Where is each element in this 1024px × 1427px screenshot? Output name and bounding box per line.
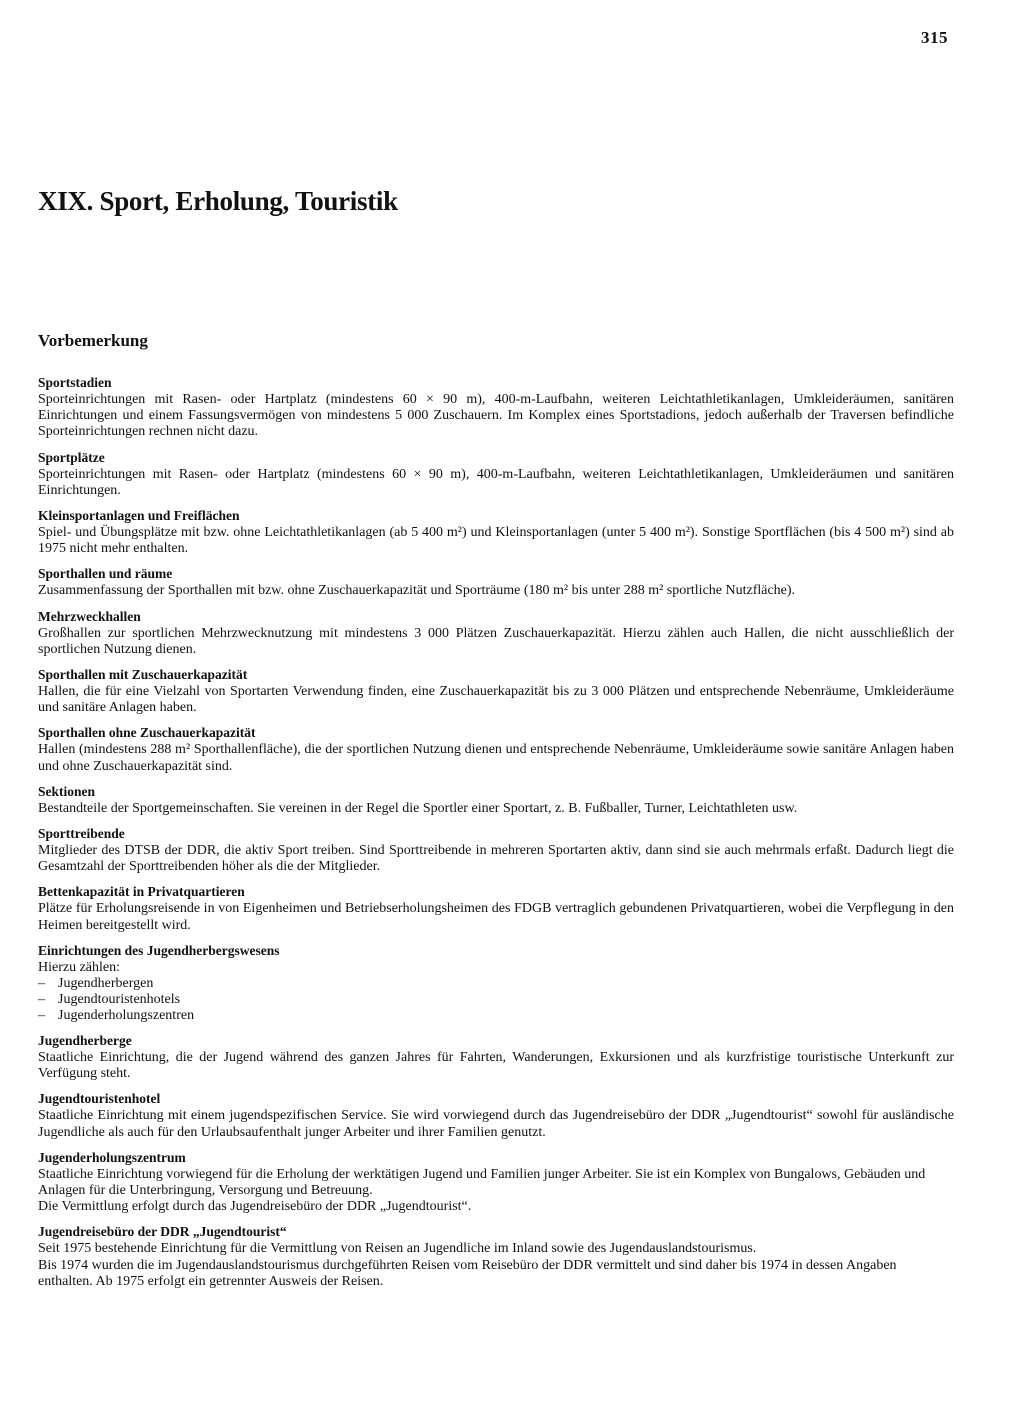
entry-sportstadien	[38, 374, 954, 441]
entry-text: Bestandteile der Sportgemeinschaften. Sie vereinen in der Regel die Sportler einer Sportart, z. B. Fußballer, Turner, Leichtathleten usw.	[38, 800, 798, 816]
entry-text: Hallen (mindestens 288 m² Sporthallenfläche), die der sportlichen Nutzung dienen und entsprechende Nebenräume, Umkleideräume sowie sanitäre Anlagen haben und ohne Zuschauerkapazität sind.	[38, 742, 954, 774]
entry-jugendreisebuero	[38, 1223, 954, 1290]
list-item: – Jugenderholungszentren	[38, 1008, 954, 1024]
chapter-title: XIX. Sport, Erholung, Touristik	[38, 186, 398, 216]
entry-text: Seit 1975 bestehende Einrichtung für die Vermittlung von Reisen an Jugendliche im Inland sowie des Jugendauslandstourismus. Bis 1974 wurden die im Jugendauslandstourismus durchgeführten Reisen vom Reisebüro der DDR vermittelt und sind daher bis 1974 in dessen Angaben enthalten. Ab 1975 erfolgt ein getrennter Ausweis der Reisen.	[38, 1241, 897, 1289]
entry-sporthallen-und-raeume	[38, 565, 954, 599]
entry-text: Staatliche Einrichtung, die der Jugend während des ganzen Jahres für Fahrten, Wanderungen, Exkursionen und als kurzfristige touristische Unterkunft zur Verfügung steht.	[38, 1050, 954, 1082]
entry-term: Sektionen	[38, 783, 96, 799]
entry-term: Sporttreibende	[38, 826, 125, 842]
entry-bettenkapazitaet	[38, 883, 954, 933]
entry-text: Sporteinrichtungen mit Rasen- oder Hartplatz (mindestens 60 × 90 m), 400-m-Laufbahn, weiteren Leichtathletikanlagen, Umkleideräumen und sanitären Einrichtungen.	[38, 466, 954, 498]
entry-term: Jugendtouristenhotel	[38, 1091, 161, 1107]
list-item: – Jugendtouristenhotels	[38, 992, 954, 1008]
entry-text: Sporteinrichtungen mit Rasen- oder Hartplatz (mindestens 60 × 90 m), 400-m-Laufbahn, weiteren Leichtathletikanlagen, Umkleideräumen, sanitären Einrichtungen und einem Fassungsvermögen von mindestens 5 000 Zuschauern. Im Komplex eines Sportstadions, jedoch außerhalb der Traversen befindliche Sporteinrichtungen rechnen nicht dazu.	[38, 392, 954, 440]
entry-mehrzweckhallen	[38, 608, 954, 658]
bullet-list	[38, 976, 954, 1024]
entry-sporthallen-ohne-zuschauer	[38, 724, 954, 774]
entry-text: Hallen, die für eine Vielzahl von Sportarten Verwendung finden, eine Zuschauerkapazität bis zu 3 000 Plätzen und entsprechende Nebenräume, Umkleideräume und sanitäre Anlagen haben.	[38, 684, 954, 716]
section-heading: Vorbemerkung	[38, 331, 148, 350]
entry-term: Sportplätze	[38, 449, 105, 465]
entry-term: Bettenkapazität in Privatquartieren	[38, 884, 245, 900]
entry-term: Jugendherberge	[38, 1033, 132, 1049]
entry-jugendherbergswesen	[38, 942, 954, 1024]
entry-term: Einrichtungen des Jugendherbergswesens	[38, 942, 280, 958]
page-number: 315	[921, 28, 948, 47]
entry-text: Großhallen zur sportlichen Mehrzwecknutzung mit mindestens 3 000 Plätzen Zuschauerkapazität. Hierzu zählen auch Hallen, die nicht ausschließlich der sportlichen Nutzung dienen.	[38, 625, 954, 657]
definitions-list	[38, 374, 954, 1298]
entry-jugenderholungszentrum	[38, 1149, 954, 1216]
entry-term: Jugendreisebüro der DDR „Jugendtourist“	[38, 1224, 287, 1240]
entry-sektionen	[38, 783, 954, 817]
entry-jugendherberge	[38, 1032, 954, 1082]
entry-sporthallen-mit-zuschauer	[38, 666, 954, 716]
entry-jugendtouristenhotel	[38, 1090, 954, 1140]
entry-term: Sporthallen mit Zuschauerkapazität	[38, 667, 248, 683]
entry-term: Sporthallen und räume	[38, 566, 173, 582]
entry-text: Mitglieder des DTSB der DDR, die aktiv Sport treiben. Sind Sporttreibende in mehreren Sportarten aktiv, dann sind sie auch mehrmals erfaßt. Dadurch liegt die Gesamtzahl der Sporttreibenden höher als die der Mitglieder.	[38, 843, 954, 875]
entry-text: Plätze für Erholungsreisende in von Eigenheimen und Betriebserholungsheimen des FDGB vertraglich gebundenen Privatquartieren, wobei die Verpflegung in den Heimen bereitgestellt wird.	[38, 901, 954, 933]
entry-term: Sportstadien	[38, 375, 112, 390]
entry-term: Jugenderholungszentrum	[38, 1149, 186, 1165]
entry-sportplaetze	[38, 449, 954, 499]
entry-text: Hierzu zählen:	[38, 959, 121, 975]
entry-term: Mehrzweckhallen	[38, 608, 141, 624]
entry-kleinsportanlagen	[38, 507, 954, 557]
entry-term: Kleinsportanlagen und Freiflächen	[38, 508, 240, 524]
entry-sporttreibende	[38, 825, 954, 875]
entry-text: Zusammenfassung der Sporthallen mit bzw. ohne Zuschauerkapazität und Sporträume (180 m² bis unter 288 m² sportliche Nutzfläche).	[38, 583, 796, 599]
list-item: – Jugendherbergen	[38, 976, 954, 992]
entry-term: Sporthallen ohne Zuschauerkapazität	[38, 725, 256, 741]
entry-text: Staatliche Einrichtung mit einem jugendspezifischen Service. Sie wird vorwiegend durch das Jugendreisebüro der DDR „Jugendtourist“ sowohl für ausländische Jugendliche als auch für den Urlaubsaufenthalt junger Arbeiter und ihrer Familien genutzt.	[38, 1108, 954, 1140]
entry-text: Spiel- und Übungsplätze mit bzw. ohne Leichtathletikanlagen (ab 5 400 m²) und Kleinsportanlagen (unter 5 400 m²). Sonstige Sportflächen (bis 4 500 m²) sind ab 1975 nicht mehr enthalten.	[38, 525, 954, 557]
entry-text: Staatliche Einrichtung vorwiegend für die Erholung der werktätigen Jugend und Familien junger Arbeiter. Sie ist ein Komplex von Bungalows, Gebäuden und Anlagen für die Unterbringung, Versorgung und Betreuung. Die Vermittlung erfolgt durch das Jugendreisebüro der DDR „Jugendtourist“.	[38, 1166, 926, 1215]
